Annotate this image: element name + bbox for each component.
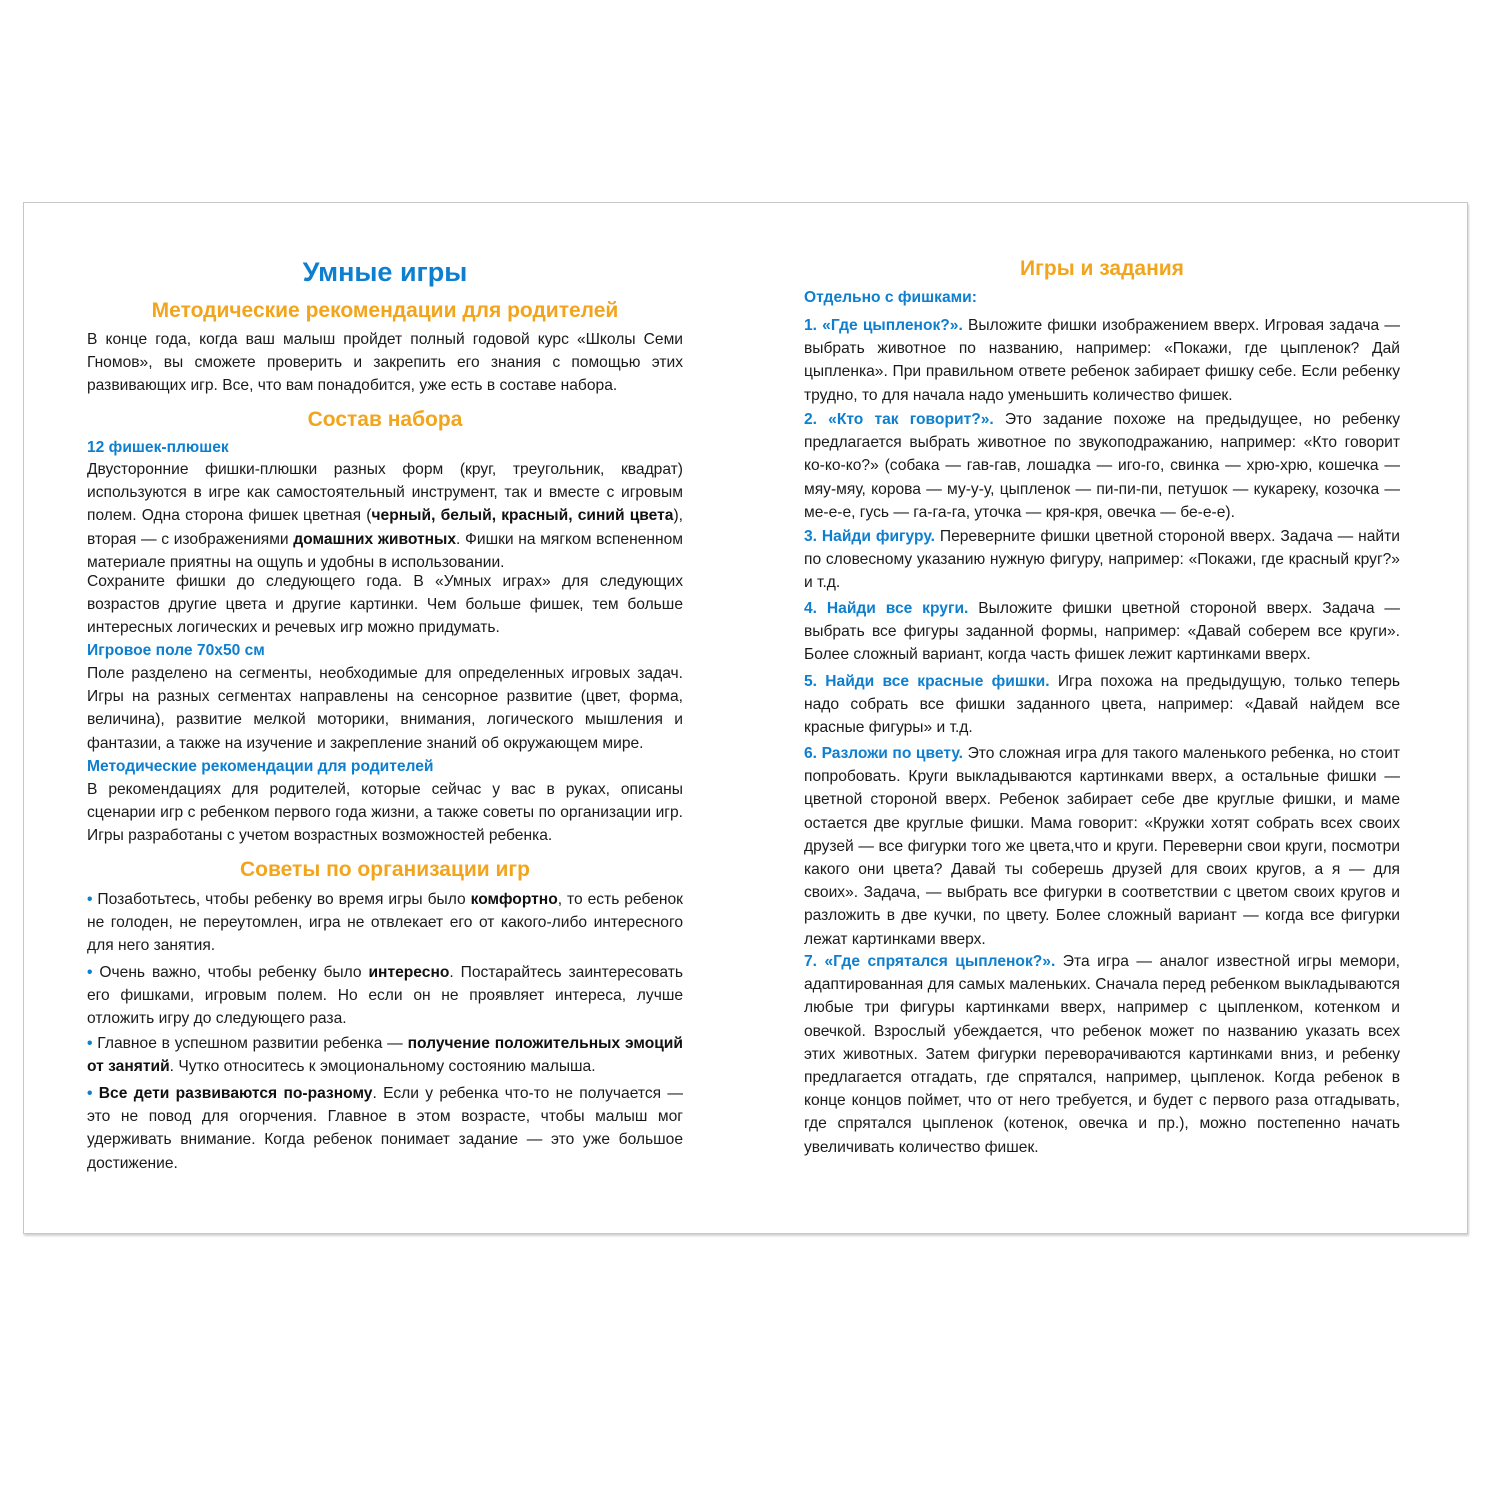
method-paragraph: В рекомендациях для родителей, которые сейчас у вас в руках, описаны сценарии игр с ребенком первого года жизни, а также советы по организации игр. Игры разработаны с учетом возрастных возможностей ребенка. [87, 781, 683, 845]
bullet-icon: • [87, 891, 93, 908]
chips-paragraph: Двусторонние фишки-плюшки разных форм (круг, треугольник, квадрат) используются в игре как самостоятельный инструмент, так и вместе с игровым полем. Одна сторона фишек цветная (черный, белый, красный, синий цвета), вторая — с изображениями домашних животных. Фишки на мягком вспененном материале приятны на ощупь и удобны в использовании. [87, 461, 683, 571]
tip-item: • Все дети развиваются по-разному. Если у ребенка что-то не получается — это не повод для огорчения. Главное в этом возрасте, чтобы малыш мог удерживать внимание. Когда ребенок понимает задание — это уже большое достижение. [87, 1085, 683, 1172]
set-heading: Состав набора [307, 408, 463, 431]
chips-heading: 12 фишек-плюшек [87, 439, 229, 456]
tip-item: • Главное в успешном развитии ребенка — получение положительных эмоций от занятий. Чутко относитесь к эмоциональному состоянию малыша. [87, 1035, 683, 1076]
game-item-1: 1. «Где цыпленок?». Выложите фишки изображением вверх. Игровая задача — выбрать животное по названию, например: «Покажи, где цыпленок? Дай цыпленка». При правильном ответе ребенок забирает фишку себе. Если ребенку трудно, то для начала надо уменьшить количество фишек. [804, 317, 1400, 404]
field-heading: Игровое поле 70x50 см [87, 642, 265, 659]
games-heading: Игры и задания [1020, 257, 1184, 280]
field-paragraph: Поле разделено на сегменты, необходимые для определенных игровых задач. Игры на разных сегментах направлены на сенсорное развитие (цвет, форма, величина), развитие мелкой моторики, внимания, логического мышления и фантазии, а также на изучение и закрепление знаний об окружающем мире. [87, 665, 683, 752]
game-item-4: 4. Найди все круги. Выложите фишки цветной стороной вверх. Задача — выбрать все фигуры заданной формы, например: «Давай соберем все круги». Более сложный вариант, когда часть фишек лежит картинками вверх. [804, 600, 1400, 664]
intro-paragraph: В конце года, когда ваш малыш пройдет полный годовой курс «Школы Семи Гномов», вы сможете проверить и закрепить его знания с помощью этих развивающих игр. Все, что вам понадобится, уже есть в составе набора. [87, 331, 683, 395]
game-item-7: 7. «Где спрятался цыпленок?». Эта игра — аналог известной игры мемори, адаптированная для самых маленьких. Сначала перед ребенком выкладываются любые три фигуры картинками вверх, например с цыпленком, котенком и овечкой. Взрослый убеждается, что ребенок может по названию указать всех этих животных. Затем фигурки переворачиваются картинками вниз, и ребенку предлагается отгадать, где спрятался, например, цыпленок. Когда ребенок в конце концов поймет, что от него требуется, и будет с первого раза отгадывать, где спрятался цыпленок (котенок, овечка и пр.), можно постепенно начать увеличивать количество фишек. [804, 953, 1400, 1156]
game-item-5: 5. Найди все красные фишки. Игра похожа на предыдущую, только теперь надо собрать все фишки заданного цвета, например: «Давай найдем все красные фигуры» и т.д. [804, 673, 1401, 737]
chips-note-paragraph: Сохраните фишки до следующего года. В «Умных играх» для следующих возрастов другие цвета и другие картинки. Чем больше фишек, тем больше интересных логических и речевых игр можно придумать. [87, 573, 683, 637]
bullet-icon: • [87, 964, 93, 981]
bullet-icon: • [87, 1035, 93, 1052]
page-sheet [23, 202, 1468, 1234]
separate-chips-heading: Отдельно с фишками: [804, 289, 977, 306]
tip-item: • Очень важно, чтобы ребенку было интересно. Постарайтесь заинтересовать его фишками, игровым полем. Но если он не проявляет интереса, лучше отложить игру до следующего раза. [87, 964, 683, 1028]
tips-heading: Советы по организации игр [240, 858, 530, 881]
page-title: Умные игры [302, 257, 468, 287]
game-item-3: 3. Найди фигуру. Переверните фишки цветной стороной вверх. Задача — найти по словесному указанию нужную фигуру, например: «Покажи, где красный круг?» и т.д. [804, 528, 1400, 592]
game-item-2: 2. «Кто так говорит?». Это задание похоже на предыдущее, но ребенку предлагается выбрать животное по звукоподражанию, например: «Кто говорит ко-ко-ко?» (собака — гав-гав, лошадка — иго-го, свинка — хрю-хрю, кошечка — мяу-мяу, корова — му-у-у, цыпленок — пи-пи-пи, петушок — кукареку, козочка — ме-е-е, гусь — га-га-га, уточка — кря-кря, овечка — бе-е-е). [804, 411, 1401, 521]
game-item-6: 6. Разложи по цвету. Это сложная игра для такого маленького ребенка, но стоит попробовать. Круги выкладываются картинками вверх, а остальные фишки — цветной стороной вверх. Ребенок забирает себе две круглые фишки, и маме остается две круглые фишки. Мама говорит: «Кружки хотят собрать всех своих друзей — все фигурки того же цвета,что и круги. Переверни свои круги, посмотри какого они цвета? Давай ты соберешь друзей для своих кругов, а я — для своих». Задача, — выбрать все фигурки в соответствии с цветом своих кругов и разложить в две кучки, по цвету. Более сложный вариант — когда все фигурки лежат картинками вверх. [804, 745, 1400, 948]
bullet-icon: • [87, 1085, 93, 1102]
subtitle-heading: Методические рекомендации для родителей [151, 299, 619, 322]
tip-item: • Позаботьтесь, чтобы ребенку во время игры было комфортно, то есть ребенок не голоден, не переутомлен, игра не отвлекает его от какого-либо интересного для него занятия. [87, 891, 683, 955]
method-heading: Методические рекомендации для родителей [87, 758, 434, 775]
